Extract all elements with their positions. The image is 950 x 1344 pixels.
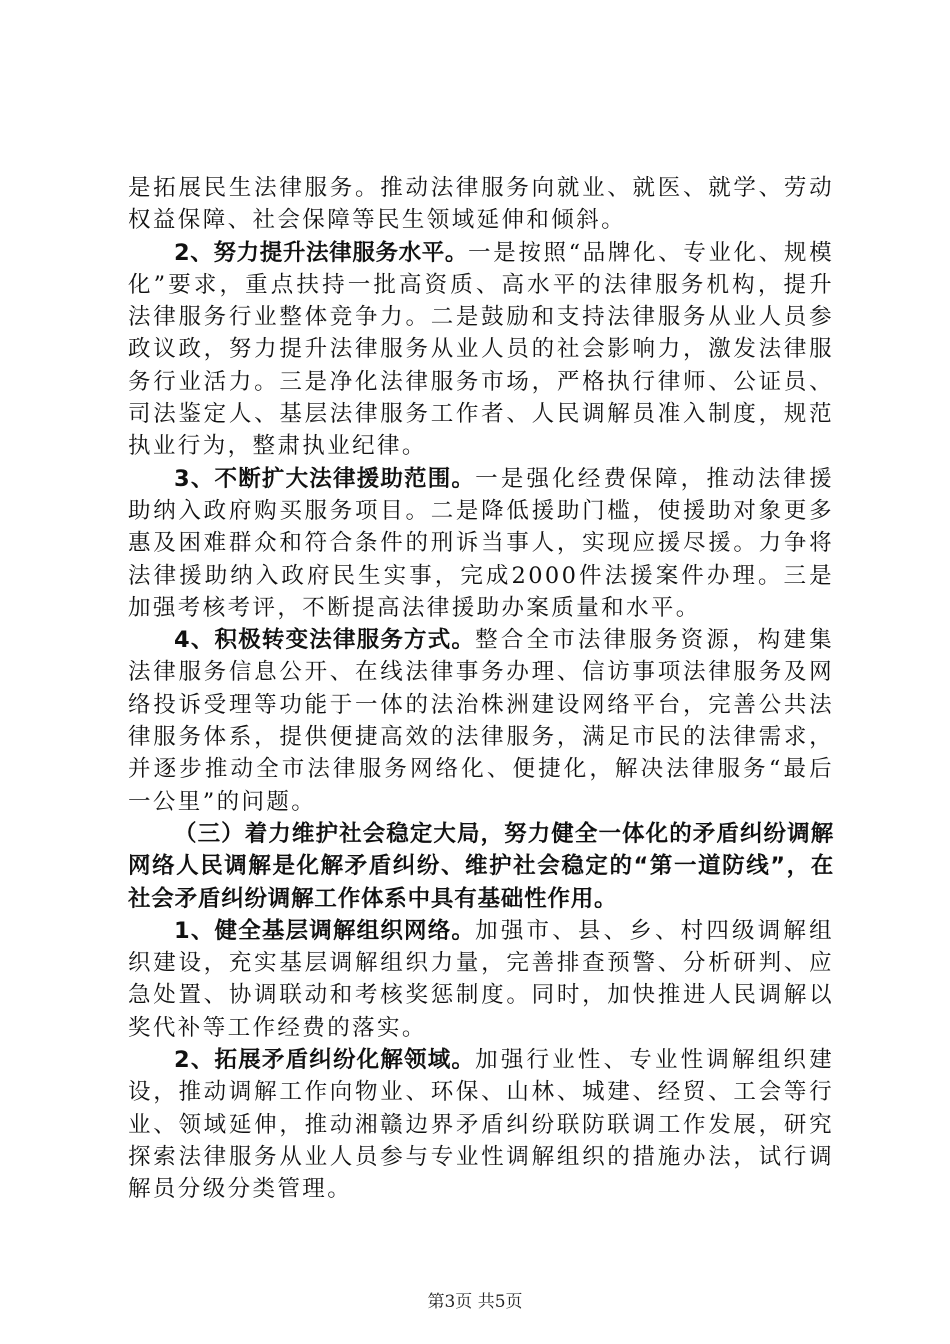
paragraph-legal-aid bbox=[128, 463, 834, 624]
document-body bbox=[128, 172, 834, 1206]
paragraph-heading: 4、积极转变法律服务方式。 bbox=[174, 627, 476, 654]
paragraph-body: 加强市、县、乡、村四级调解组织建设，充实基层调解组织力量，完善排查预警、分析研判、应急处置、协调联动和考核奖惩制度。同时，加快推进人民调解以奖代补等工作经费的落实。 bbox=[128, 917, 834, 1041]
paragraph-service-mode bbox=[128, 624, 834, 818]
paragraph-body: 一是按照“品牌化、专业化、规模化”要求，重点扶持一批高资质、高水平的法律服务机构，提升法律服务行业整体竞争力。二是鼓励和支持法律服务从业人员参政议政，努力提升法律服务从业人员的社会影响力，激发法律服务行业活力。三是净化法律服务市场，严格执行律师、公证员、司法鉴定人、基层法律服务工作者、人民调解员准入制度，规范执业行为，整肃执业纪律。 bbox=[128, 239, 834, 460]
paragraph-body: 加强行业性、专业性调解组织建设，推动调解工作向物业、环保、山林、城建、经贸、工会等行业、领域延伸，推动湘赣边界矛盾纠纷联防联调工作发展，研究探索法律服务从业人员参与专业性调解组织的措施办法，试行调解员分级分类管理。 bbox=[128, 1047, 834, 1203]
paragraph-body: 一是强化经费保障，推动法律援助纳入政府购买服务项目。二是降低援助门槛，使援助对象更多惠及困难群众和符合条件的刑诉当事人，实现应援尽援。力争将法律援助纳入政府民生实事，完成2000件法援案件办理。三是加强考核考评，不断提高法律援助办案质量和水平。 bbox=[128, 465, 834, 621]
paragraph-continuation bbox=[128, 172, 834, 237]
paragraph-body: 整合全市法律服务资源，构建集法律服务信息公开、在线法律事务办理、信访事项法律服务及网络投诉受理等功能于一体的法治株洲建设网络平台，完善公共法律服务体系，提供便捷高效的法律服务，满足市民的法律需求，并逐步推动全市法律服务网络化、便捷化，解决法律服务“最后一公里”的问题。 bbox=[128, 627, 834, 815]
paragraph-heading: 2、拓展矛盾纠纷化解领域。 bbox=[174, 1047, 476, 1074]
section-heading-three: （三）着力维护社会稳定大局，努力健全一体化的矛盾纠纷调解网络人民调解是化解矛盾纠纷、维护社会稳定的“第一道防线”，在社会矛盾纠纷调解工作体系中具有基础性作用。 bbox=[128, 820, 834, 912]
page-footer bbox=[0, 1287, 950, 1312]
paragraph-heading: 1、健全基层调解组织网络。 bbox=[174, 917, 476, 944]
paragraph-heading: 2、努力提升法律服务水平。 bbox=[174, 239, 469, 266]
page-number: 第3页 共5页 bbox=[427, 1292, 523, 1312]
paragraph-dispute-resolution bbox=[128, 1044, 834, 1205]
paragraph-body: 是拓展民生法律服务。推动法律服务向就业、就医、就学、劳动权益保障、社会保障等民生领域延伸和倾斜。 bbox=[128, 175, 834, 234]
paragraph-mediation-network bbox=[128, 915, 834, 1044]
paragraph-improve-legal-service bbox=[128, 237, 834, 463]
paragraph-heading: 3、不断扩大法律援助范围。 bbox=[174, 465, 476, 492]
